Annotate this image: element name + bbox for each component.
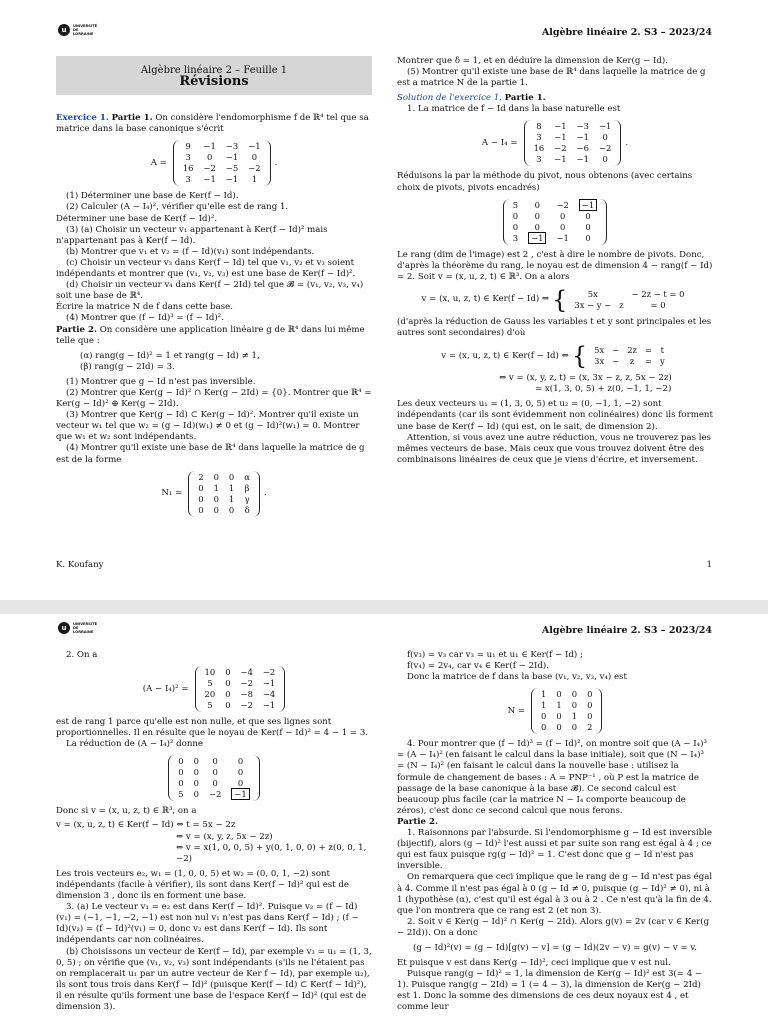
step-2-rank: est de rang 1 parce qu'elle est non nulle, et que ses lignes sont proportionnelles. Il en résulte que le noyau de Ker(f − Id)² = 4 − 1 = 3. — [56, 717, 369, 739]
image-v4: f(v₄) = 2v₄, car v₄ ∈ Ker(f − 2Id). — [407, 661, 550, 672]
matrix-a: A = 9 −1 −3 −1 3 0 −1 0 16 −2 −5 −2 3 −1 −1 1 . — [150, 141, 278, 185]
question-4: (4) Montrer que (f − Id)³ = (f − Id)². — [66, 313, 224, 324]
solution-label: Solution de l'exercice 1. — [397, 93, 502, 104]
footer-author: K. Koufany — [56, 560, 104, 570]
university-logo — [58, 622, 98, 634]
equation-e1: v = (x, u, z, t) ∈ Ker(f − Id) ⇔ t = 5x − 2z — [56, 820, 236, 831]
part2-remark: On remarquera que ceci implique que le rang de g − Id n'est pas égal à 4. Comme il n'est pas égal à 0 (g − Id ≠ 0, puisque (g − Id)² ≠ 0), ni à 1 (hypothèse (α), c'est qu'il est égal à 3 ou à 2 . Ce n'est qu'à la fin de 4. que l'on montrera que ce rang est 2 (et non 3). — [397, 872, 713, 916]
system-1: v = (x, u, z, t) ∈ Ker(f − Id) ⇔ { 5x − 2z − t = 0 3x − y − z = 0 — [421, 285, 685, 314]
solution-step-4: (d'après la réduction de Gauss les variables t et y sont principales et les autres sont secondaires) d'où — [397, 316, 712, 339]
condition-beta: (β) rang(g − 2Id) = 3. — [80, 361, 175, 372]
matrix-reduced: 0 0 0 0 0 0 0 0 0 0 0 0 5 0 −2 −1 — [56, 755, 372, 801]
pivot-box: −1 — [528, 232, 546, 244]
part2-question-4: (4) Montrer qu'il existe une base de ℝ⁴ dans laquelle la matrice de g est de la forme — [56, 443, 365, 465]
matrix-n: N = 1 0 0 0 1 1 0 0 0 0 1 0 0 0 0 2 — [397, 688, 713, 734]
university-logo-mark-icon: u — [58, 622, 70, 634]
step-2-basis: Les trois vecteurs e₂, w₁ = (1, 0, 0, 5) et w₂ = (0, 0, 1, −2) sont indépendants (facile à vérifier), ils sont dans Ker(f − Id)² qui est de dimension 3 , donc ils en forment une base. — [56, 868, 349, 902]
left-column — [56, 650, 372, 1013]
matrix-n1-label: N₁ = — [161, 488, 183, 499]
condition-alpha: (α) rang(g − Id)² = 1 et rang(g − Id) ≠ 1, — [80, 350, 260, 361]
equation-1: ⇔ v = (x, y, z, t) = (x, 3x − z, z, 5x − 2z) — [499, 373, 672, 384]
part2-question-3: (3) Montrer que Ker(g − Id) ⊂ Ker(g − Id)². Montrer qu'il existe un vecteur w₁ tel que w₂ = (g − Id)(w₁) ≠ 0 et (g − Id)²(w₁) = 0. Montrer que w₁ et w₂ sont indépendants. — [56, 410, 360, 443]
question-2b: Déterminer une base de Ker(f − Id)². — [56, 213, 218, 224]
system-2-left: v = (x, u, z, t) ∈ Ker(f − Id) ⇔ — [441, 350, 569, 361]
matrix-a-minus-i-squared-label: (A − I₄)² = — [142, 683, 189, 694]
question-2: (2) Calculer (A − I₄)², vérifier qu'elle est de rang 1. — [66, 202, 289, 213]
part2-label: Partie 2. — [56, 324, 97, 335]
title-box — [56, 56, 372, 95]
matrix-n-label: N = — [507, 705, 526, 716]
pivot-box: −1 — [231, 788, 249, 800]
step-2-vector: Donc si v = (x, u, z, t) ∈ ℝ³, on a — [56, 806, 197, 817]
page-separator — [0, 600, 768, 614]
part2-dimensions: Puisque rang(g − Id)² = 1, la dimension de Ker(g − Id)² est 3(= 4 − 1). Puisque rang(g − 2Id) = 1 (= 4 − 3), la dimension de Ker(g − 2Id) est 1. Donc la somme des dimensions de ces deux noyaux est 4 , et comme leur — [397, 969, 703, 1013]
brace-icon: { — [552, 285, 568, 314]
step-2-reduction: La réduction de (A − I₄)² donne — [66, 739, 203, 750]
exercise-intro-text: On considère l'endomorphisme f de ℝ⁴ tel que sa matrice dans la base canonique s'écrit — [56, 113, 369, 135]
logo-text: UNIVERSITÉ DE LORRAINE — [73, 622, 98, 634]
part2-question-2: (2) Montrer que Ker(g − Id)² ∩ Ker(g − 2Id) = {0}. Montrer que ℝ⁴ = Ker(g − Id)² ⊕ Ker(g − 2Id). — [56, 387, 372, 410]
part2-intro-text: On considère une application linéaire g de ℝ⁴ dans lui même telle que : — [56, 324, 365, 346]
page-2 — [0, 614, 768, 1024]
right-text-2: (5) Montrer qu'il existe une base de ℝ⁴ dans laquelle la matrice de g est a matrice N de la partie 1. — [397, 67, 706, 89]
solution-header — [397, 93, 713, 104]
right-column — [397, 650, 713, 1014]
exercise-label: Exercice 1. — [56, 113, 109, 124]
university-logo-mark-icon: u — [58, 24, 70, 36]
question-3c: (c) Choisir un vecteur v₃ dans Ker(f − Id) tel que v₁, v₂ et v₃ soient indépendants et montrer que (v₁, v₂, v₃) est une base de Ker(f − Id)². — [56, 257, 356, 280]
part2-intro — [56, 325, 372, 347]
part2-conclusion: Et puisque v est dans Ker(g − Id)², ceci implique que v est nul. — [397, 958, 671, 969]
footer-page-number: 1 — [706, 560, 712, 570]
system-1-left: v = (x, u, z, t) ∈ Ker(f − Id) ⇔ — [421, 294, 550, 305]
part2-question-1: (1) Montrer que g − Id n'est pas inversible. — [66, 376, 256, 387]
left-column — [56, 56, 372, 522]
equation-e3: ⇔ v = x(1, 0, 0, 5) + y(0, 1, 0, 0) + z(0, 0, 1, −2) — [176, 842, 367, 864]
sheet-title: Révisions — [179, 74, 249, 90]
question-3a: (3) (a) Choisir un vecteur v₁ appartenant à Ker(f − Id)² mais n'appartenant pas à Ker(f − Id). — [56, 224, 328, 246]
question-3b: (b) Montrer que v₁ et v₂ = (f − Id)(v₁) sont indépendants. — [66, 246, 315, 257]
solution-step-1: 1. La matrice de f − Id dans la base naturelle est — [407, 104, 621, 115]
matrix-a-minus-i-squared: (A − I₄)² = 10 0 −4 −2 5 0 −2 −1 20 0 −8 −4 5 0 −2 −1 — [56, 666, 372, 712]
solution-part-label: Partie 1. — [504, 93, 546, 104]
matrix-n-intro: Donc la matrice de f dans la base (v₁, v₂, v₃, v₄) est — [407, 672, 627, 683]
pivot-box: −1 — [579, 199, 597, 211]
part2-step-1: 1. Raisonnons par l'absurde. Si l'endomorphisme g − Id est inversible (bijectif), alors (g − Id)² l'est aussi et par suite son rang est égal à 4 ; ce qui est faux puisque rg(g − Id)² = 1. C'est donc que g − Id n'est pas inversible. — [397, 828, 712, 872]
solution-step-2: Réduisons la par la méthode du pivot, nous obtenons (avec certains choix de pivots, pivots encadrés) — [397, 171, 693, 193]
exercise-intro — [56, 113, 372, 135]
matrix-a-minus-i-label: A − I₄ = — [481, 137, 518, 148]
step-2-intro: 2. On a — [66, 650, 98, 660]
sheet-subtitle: Algèbre linéaire 2 – Feuille 1 — [140, 65, 288, 76]
part2-step-2: 2. Soit v ∈ Ker(g − Id)² ∩ Ker(g − 2Id). Alors g(v) = 2v (car v ∈ Ker(g − 2Id)). On a donc — [397, 916, 710, 938]
right-column — [397, 56, 713, 466]
step-4: 4. Pour montrer que (f − Id)³ = (f − Id)², on montre soit que (A − I₄)³ = (A − I₄)² (en faisant le calcul dans la base initiale), soit que (N − I₄)³ = (N − I₄)² (en faisant le calcul dans la nouvelle base : utilisez la formule de changement de bases : A = PNP⁻¹ , où P est la matrice de passage de la base canonique à la base 𝓑). Ce second calcul est beaucoup plus facile (car la matrice N − I₄ comporte beaucoup de zéros), c'est donc ce second calcul que nous ferons. — [397, 739, 707, 816]
image-v3: f(v₃) = v₃ car v₃ = u₁ et u₁ ∈ Ker(f − Id) ; — [407, 650, 583, 660]
step-3b: (b) Choisissons un vecteur de Ker(f − Id), par exemple v₃ = u₁ = (1, 3, 0, 5) ; on vérifie que (v₁, v₂, v₃) sont indépendants (s'ils ne l'étaient pas on remplacerait u₁ par un autre vecteur de Ker f − Id), par exemple u₂), ils sont tous trois dans Ker(f − Id)² (puisque Ker(f − Id) ⊂ Ker(f − Id)²), il en résulte qu'ils forment une base de l'espace Ker(f − Id)² (qui est de dimension 3). — [56, 946, 372, 1012]
university-logo — [58, 24, 98, 36]
logo-text: UNIVERSITÉ DE LORRAINE — [73, 24, 98, 36]
solution-step-5: Les deux vecteurs u₁ = (1, 3, 0, 5) et u₂ = (0, −1, 1, −2) sont indépendants (car ils sont évidemment non colinéaires) donc ils forment une base de Ker(f − Id) (qui est, on le sait, de dimension 2). — [397, 399, 713, 432]
page-header: Algèbre linéaire 2. S3 – 2023/24 — [541, 27, 712, 38]
question-1: (1) Déterminer une base de Ker(f − Id). — [66, 191, 239, 202]
part2-heading: Partie 2. — [397, 816, 438, 827]
matrix-n1: N₁ = 2 0 0 α 0 1 1 β 0 0 1 γ 0 0 0 δ . — [161, 471, 267, 515]
step-3a: 3. (a) Le vecteur v₁ = e₂ est dans Ker(f − Id)². Puisque v₂ = (f − Id)(v₁) = (−1, −1, −2, −1) est non nul v₁ n'est pas dans Ker(f − Id) ; (f − Id)(v₂) = (f − Id)²(v₁) = 0, donc v₂ est dans Ker(f − Id). Ils sont indépendants car non colinéaires. — [56, 902, 359, 946]
matrix-pivot: 5 0 −2 −1 0 0 0 0 0 0 0 0 3 −1 −1 0 — [397, 199, 713, 245]
question-3e: Écrire la matrice N de f dans cette base. — [56, 302, 233, 313]
right-text-1: Montrer que δ = 1, et en déduire la dimension de Ker(g − Id). — [397, 56, 668, 66]
matrix-a-label: A = — [150, 157, 167, 168]
part2-equation: (g − Id)²(v) = (g − Id)[g(v) − v] = (g − Id)(2v − v) = g(v) − v = v. — [413, 942, 697, 953]
system-2: v = (x, u, z, t) ∈ Ker(f − Id) ⇔ { 5x − 2z = t 3x − z = y — [441, 342, 665, 371]
part1-label: Partie 1. — [111, 113, 153, 124]
solution-step-3: Le rang (dim de l'image) est 2 , c'est à dire le nombre de pivots. Donc, d'après la théorème du rang, le noyau est de dimension 4 − rang(f − Id) = 2. Soit v = (x, u, z, t) ∈ ℝ³. On a alors — [397, 249, 713, 282]
question-3d: (d) Choisir un vecteur v₄ dans Ker(f − 2Id) tel que 𝓑 = (v₁, v₂, v₃, v₄) soit une base de ℝ⁴. — [56, 280, 364, 302]
page-header: Algèbre linéaire 2. S3 – 2023/24 — [541, 625, 712, 636]
brace-icon: { — [571, 342, 588, 371]
solution-step-6: Attention, si vous avez une autre réduction, vous ne trouverez pas les mêmes vecteurs de base. Mais ceux que vous trouvez doivent être des combinaisons linéaires de ceux que je viens d'écrire, et inversement. — [397, 432, 711, 465]
equation-e2: ⇔ v = (x, y, z, 5x − 2z) — [176, 831, 273, 842]
equation-2: = x(1, 3, 0, 5) + z(0, −1, 1, −2) — [535, 384, 672, 395]
matrix-a-minus-i: A − I₄ = 8 −1 −3 −1 3 −1 −1 0 16 −2 −6 −2 3 −1 −1 0 . — [481, 121, 629, 165]
